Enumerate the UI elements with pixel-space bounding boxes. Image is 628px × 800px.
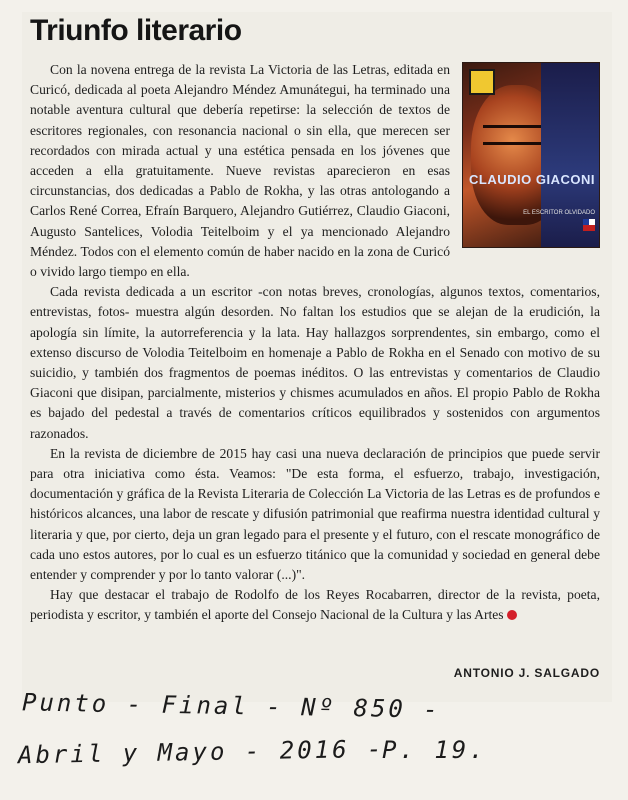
paragraph-4-text: Hay que destacar el trabajo de Rodolfo de los Reyes Rocabarren, director de la revista, poeta, periodista y escritor, y también el aporte del Consejo Nacional de la Cultura y las Artes — [30, 587, 600, 623]
handwritten-date: Abril y Mayo - 2016 - — [17, 734, 385, 770]
cover-caption-sub: EL ESCRITOR OLVIDADO — [523, 210, 595, 216]
paragraph-3: En la revista de diciembre de 2015 hay casi una nueva declaración de principios que puede servir para otra iniciativa como ésta. Veamos: "De esta forma, el esfuerzo, trabajo, investigación, documentación y gráfica de la Revista Literaria de Colección La Victoria de las Letras es de profundos e históricos alcances, una labor de rescate y difusión patrimonial que reafirma nuestra identidad cultural y literaria y que, por cierto, deja un gran legado para el presente y el futuro, con el rescate monográfico de cada uno estos autores, por lo cual es un esfuerzo titánico que la comunidad y sociedad en general debe entender y comprender y por lo tanto valorar (...)". — [30, 445, 600, 583]
paragraph-2: Cada revista dedicada a un escritor -con notas breves, cronologías, algunos textos, comentarios, entrevistas, fotos- muestra algún desorden. No faltan los estudios que se alejan de la erudición, la apología sin límite, la autorreferencia y la lata. Hay hallazgos sorprendentes, sin embargo, como el extenso discurso de Volodia Teitelboim en homenaje a Pablo de Rokha en el Senado con motivo de su suicidio, y también dos fragmentos de poemas inéditos. O las entrevistas y comentarios de Claudio Giaconi que disipan, parcialmente, misterios y chismes acumulados en años. El propio Pablo de Rokha es bajado del pedestal a través de comentarios críticos equilibrados y sostenidos con argumentos razonados. — [30, 284, 600, 441]
cover-logo-icon — [469, 69, 495, 95]
paragraph-1: Con la novena entrega de la revista La Victoria de las Letras, editada en Curicó, dedicada al poeta Alejandro Méndez Amunátegui, ha terminado una notable aventura cultural que debería repetirse: la selección de textos de escritores regionales, con resonancia nacional o sin ella, que merecen ser recordados con mirada actual y una estética pensada en los jóvenes que acceden a ella gratuitamente. Nueve revistas aparecieron en esas circunstancias, dos dedicadas a Pablo de Rokha, y las otras antologando a Carlos René Correa, Efraín Barquero, Alejandro Gutiérrez, Claudio Giaconi, Augusto Santelices, Volodia Teitelboim y el ya mencionado Alejandro Méndez. Todos con el elemento común de haber nacido en la zona de Curicó o vivido largo tiempo en ella. — [30, 62, 450, 280]
magazine-cover-image — [462, 62, 600, 248]
handwritten-page: P. 19. — [382, 736, 487, 764]
author-byline: ANTONIO J. SALGADO — [453, 666, 600, 680]
flag-icon — [583, 219, 595, 231]
handwritten-source: Punto - Final - Nº 850 - — [21, 688, 441, 724]
article-title: Triunfo literario — [30, 14, 242, 47]
cover-caption-name: CLAUDIO GIACONI — [469, 172, 595, 187]
article-body — [30, 60, 600, 626]
end-mark-icon — [507, 610, 517, 620]
paragraph-4 — [30, 585, 600, 625]
